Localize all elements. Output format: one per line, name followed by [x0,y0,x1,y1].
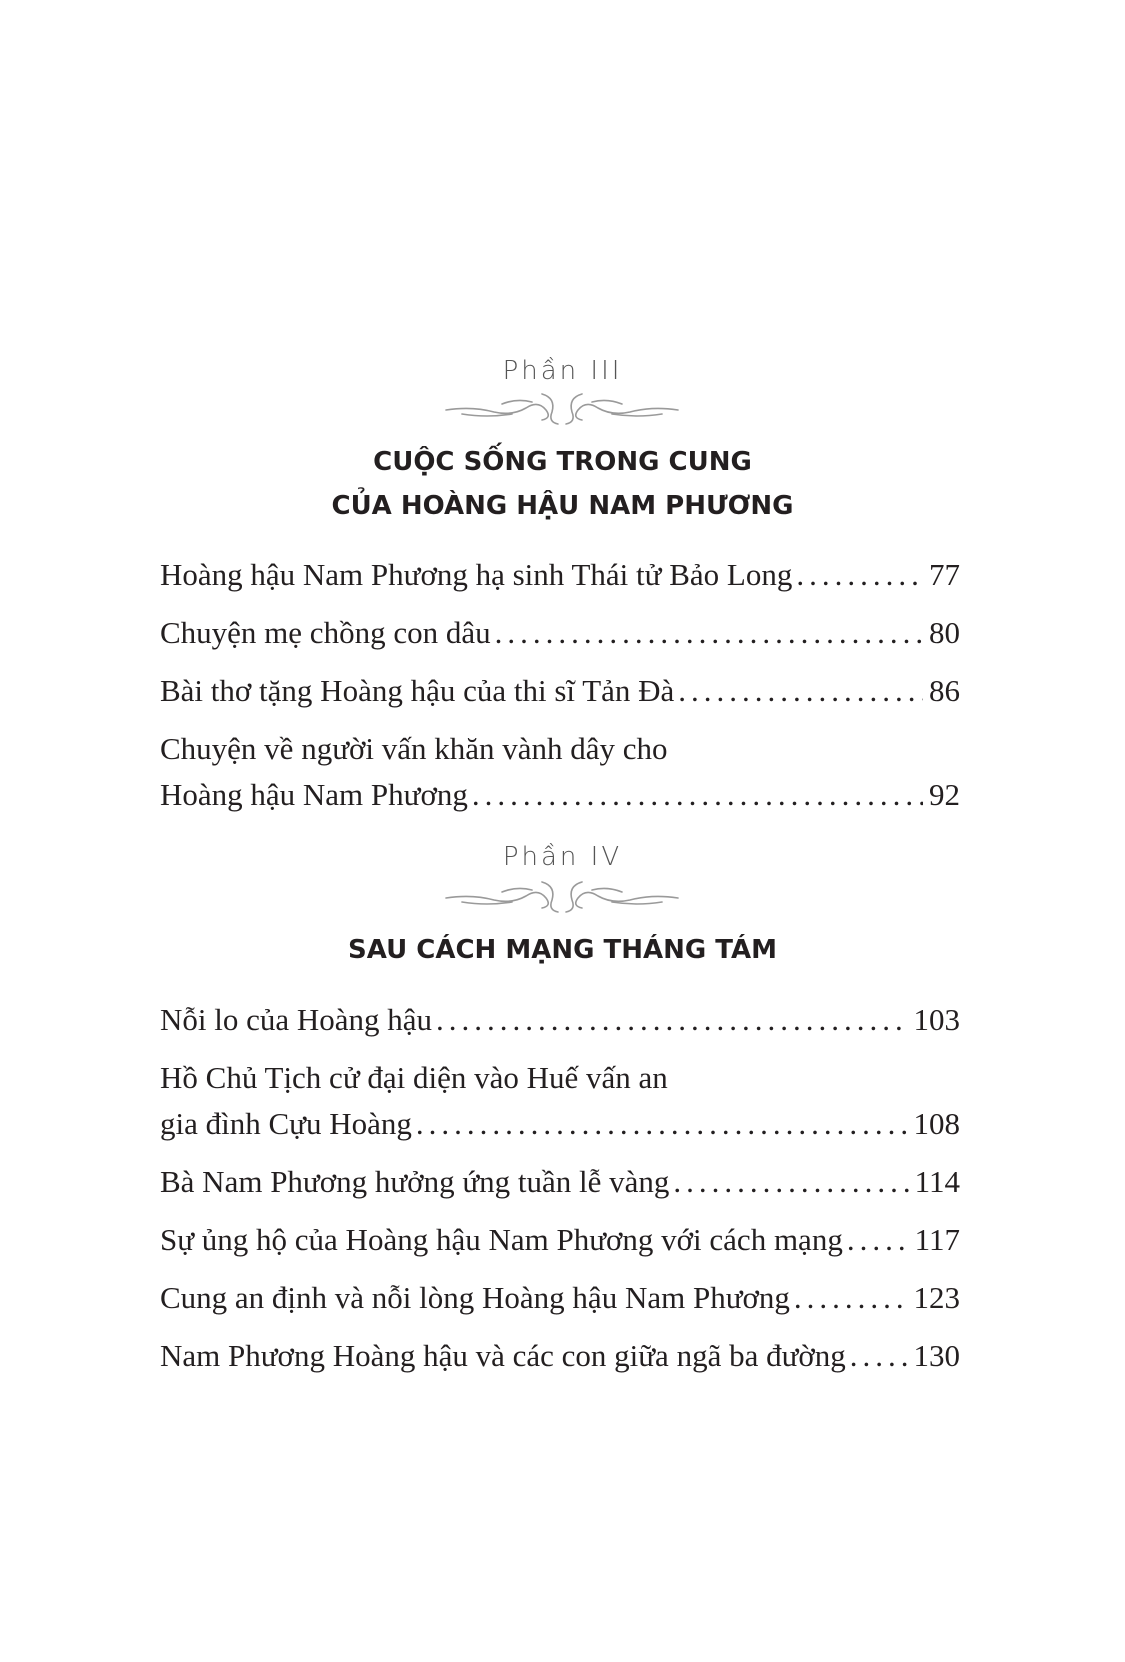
dot-leader [472,772,923,818]
dot-leader [678,668,923,714]
toc-entry-title: Bà Nam Phương hưởng ứng tuần lễ vàng [160,1164,670,1199]
toc-entry[interactable] [160,668,960,714]
toc-page-number: 108 [913,1106,960,1141]
toc-entry-title-line-2: Hoàng hậu Nam Phương [160,777,468,812]
toc-page-number: 117 [914,1222,960,1257]
toc-entry-title-line-2: gia đình Cựu Hoàng [160,1106,412,1141]
part-4-title [0,928,1125,972]
toc-entry[interactable] [160,997,960,1043]
dot-leader [436,997,907,1043]
part-3-label: Phần III [502,356,623,386]
toc-page-number: 92 [929,777,960,812]
toc-entry-title: Nam Phương Hoàng hậu và các con giữa ngã ba đường [160,1338,846,1373]
toc-entry[interactable] [160,1217,960,1263]
scroll-ornament-icon [442,388,682,428]
toc-entry[interactable] [160,1275,960,1321]
toc-page-number: 77 [929,557,960,592]
toc-entry-title: Sự ủng hộ của Hoàng hậu Nam Phương với cách mạng [160,1222,843,1257]
toc-entry[interactable] [160,552,960,598]
dot-leader [850,1333,908,1379]
toc-page-number: 103 [913,1002,960,1037]
dot-leader [796,552,923,598]
toc-entry[interactable] [160,726,960,818]
dot-leader [673,1159,908,1205]
toc-entry[interactable] [160,1159,960,1205]
part-3-toc-list [160,552,960,830]
toc-page-number: 114 [914,1164,960,1199]
toc-page-number: 123 [913,1280,960,1315]
dot-leader [495,610,923,656]
part-3-title-line-1: CUỘC SỐNG TRONG CUNG [373,447,752,477]
part-4-title-line-1: SAU CÁCH MẠNG THÁNG TÁM [348,935,777,965]
part-3-title [0,440,1125,528]
dot-leader [416,1101,908,1147]
toc-entry-title: Nỗi lo của Hoàng hậu [160,1002,433,1037]
part-3-title-line-2: CỦA HOÀNG HẬU NAM PHƯƠNG [331,491,794,521]
toc-entry-title-line-1: Hồ Chủ Tịch cử đại diện vào Huế vấn an [160,1060,668,1095]
toc-entry-title: Cung an định và nỗi lòng Hoàng hậu Nam Phương [160,1280,790,1315]
toc-entry-title: Bài thơ tặng Hoàng hậu của thi sĩ Tản Đà [160,673,675,708]
toc-page-number: 86 [929,673,960,708]
dot-leader [847,1217,909,1263]
dot-leader [794,1275,908,1321]
toc-entry-title-line-1: Chuyện về người vấn khăn vành dây cho [160,731,668,766]
toc-page-number: 130 [913,1338,960,1373]
toc-entry[interactable] [160,610,960,656]
toc-entry-title: Chuyện mẹ chồng con dâu [160,615,491,650]
toc-entry[interactable] [160,1055,960,1147]
part-4-label: Phần IV [502,842,623,872]
toc-entry[interactable] [160,1333,960,1379]
part-4-toc-list [160,997,960,1391]
scroll-ornament-icon [442,876,682,916]
toc-page-number: 80 [929,615,960,650]
toc-entry-title: Hoàng hậu Nam Phương hạ sinh Thái tử Bảo Long [160,557,793,592]
